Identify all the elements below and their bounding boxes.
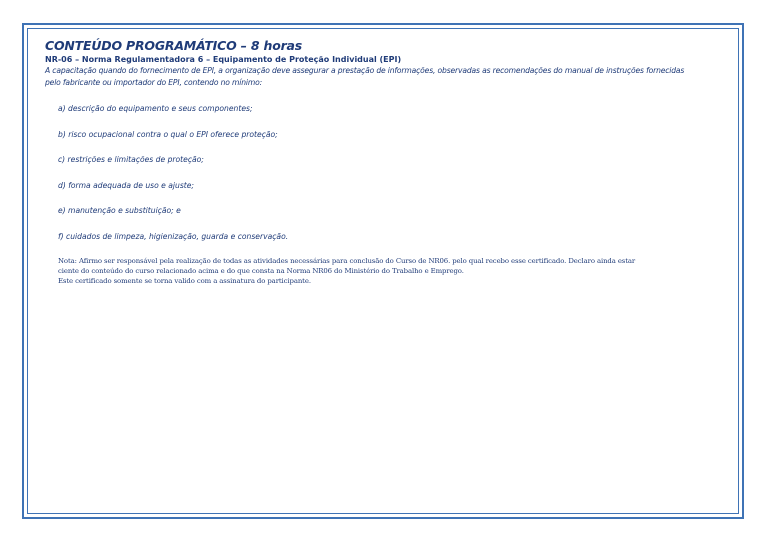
list-item: e) manutenção e substituição; e xyxy=(58,206,181,215)
note-line-3: Este certificado somente se torna valido com a assinatura do participante. xyxy=(58,277,311,285)
list-item: c) restrições e limitações de proteção; xyxy=(58,155,204,164)
list-item: a) descrição do equipamento e seus componentes; xyxy=(58,104,253,113)
note-line-2: ciente do conteúdo do curso relacionado acima e do que consta na Norma NR06 do Ministério do Trabalho e Emprego. xyxy=(58,267,464,275)
intro-paragraph xyxy=(45,65,743,89)
note-line-1: Nota: Afirmo ser responsável pela realização de todas as atividades necessárias para conclusão do Curso de NR06. pelo qual recebo esse certificado. Declaro ainda estar xyxy=(58,257,636,265)
list-item: d) forma adequada de uso e ajuste; xyxy=(58,180,194,190)
document-subtitle: NR-06 – Norma Regulamentadora 6 – Equipamento de Proteção Individual (EPI) xyxy=(45,55,402,64)
list-item: b) risco ocupacional contra o qual o EPI oferece proteção; xyxy=(58,129,278,139)
intro-line-1: A capacitação quando do fornecimento de EPI, a organização deve assegurar a prestação de informações, observadas as recomendações do manual de instruções fornecidas xyxy=(45,66,685,75)
program-content xyxy=(45,38,745,257)
requirements-list xyxy=(45,104,745,257)
list-item: f) cuidados de limpeza, higienização, guarda e conservação. xyxy=(58,231,289,241)
intro-line-2: pelo fabricante ou importador do EPI, contendo no mínimo: xyxy=(45,78,263,87)
note-paragraph xyxy=(58,256,748,286)
document-title: CONTEÚDO PROGRAMÁTICO – 8 horas xyxy=(45,38,303,53)
